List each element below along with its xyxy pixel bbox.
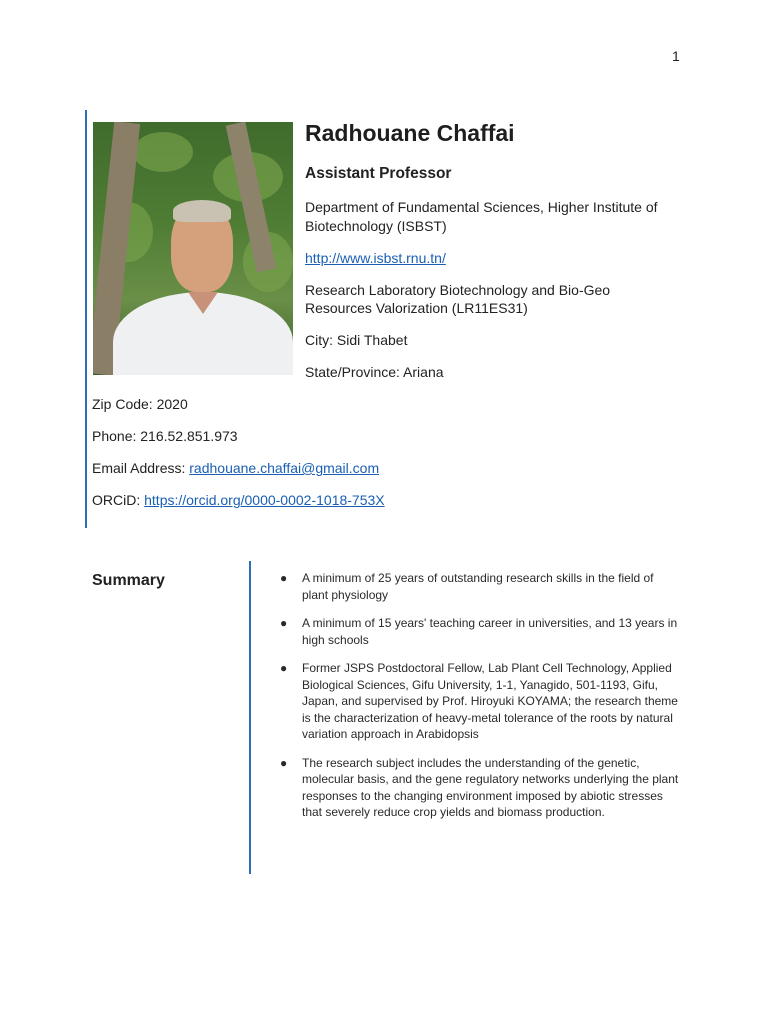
orcid-label: ORCiD: <box>92 492 145 508</box>
summary-item <box>280 570 680 603</box>
summary-item-text: A minimum of 25 years of outstanding research skills in the field of plant physiology <box>302 571 654 602</box>
phone-line: Phone: 216.52.851.973 <box>92 428 238 444</box>
summary-item-text: A minimum of 15 years' teaching career in universities, and 13 years in high schools <box>302 616 678 647</box>
page-number: 1 <box>672 48 680 64</box>
zip-line: Zip Code: 2020 <box>92 396 188 412</box>
bullet-icon: ● <box>280 616 288 630</box>
email-label: Email Address: <box>92 460 190 476</box>
summary-item <box>280 615 680 648</box>
orcid-link[interactable]: https://orcid.org/0000-0002-1018-753X <box>144 492 385 508</box>
bullet-icon: ● <box>280 755 288 770</box>
summary-item <box>280 660 680 743</box>
summary-item <box>280 755 680 821</box>
summary-item-text: The research subject includes the understanding of the genetic, molecular basis, and the gene regulatory networks underlying the plant responses to the changing environment imposed by abiotic stresses that severely reduce crop yields and biomass production. <box>302 755 679 819</box>
header-rule <box>85 110 87 528</box>
department-line-1: Department of Fundamental Sciences, Higher Institute of <box>305 199 658 215</box>
summary-list <box>280 570 680 833</box>
profile-title: Assistant Professor <box>305 165 452 182</box>
city-line: City: Sidi Thabet <box>305 332 408 348</box>
summary-divider <box>249 561 251 874</box>
lab-line-1: Research Laboratory Biotechnology and Bio-Geo <box>305 282 611 298</box>
state-line: State/Province: Ariana <box>305 364 444 380</box>
profile-photo <box>93 122 293 375</box>
bullet-icon: ● <box>280 571 288 585</box>
website-link[interactable]: http://www.isbst.rnu.tn/ <box>305 250 446 266</box>
orcid-line <box>92 491 385 510</box>
department-line-2: Biotechnology (ISBST) <box>305 218 447 234</box>
email-line <box>92 459 379 478</box>
lab-line-2: Resources Valorization (LR11ES31) <box>305 300 528 316</box>
summary-heading: Summary <box>92 572 165 589</box>
summary-item-text: Former JSPS Postdoctoral Fellow, Lab Plant Cell Technology, Applied Biological Sciences, Gifu University, 1-1, Yanagido, 501-1193, Gifu, Japan, and supervised by Prof. Hiroyuki KOYAMA; the research theme is the characterization of heavy-metal tolerance of the roots by natural variation approach in Arabidopsis <box>302 661 678 741</box>
profile-name: Radhouane Chaffai <box>305 120 515 146</box>
bullet-icon: ● <box>280 661 288 675</box>
email-link[interactable]: radhouane.chaffai@gmail.com <box>189 460 380 476</box>
